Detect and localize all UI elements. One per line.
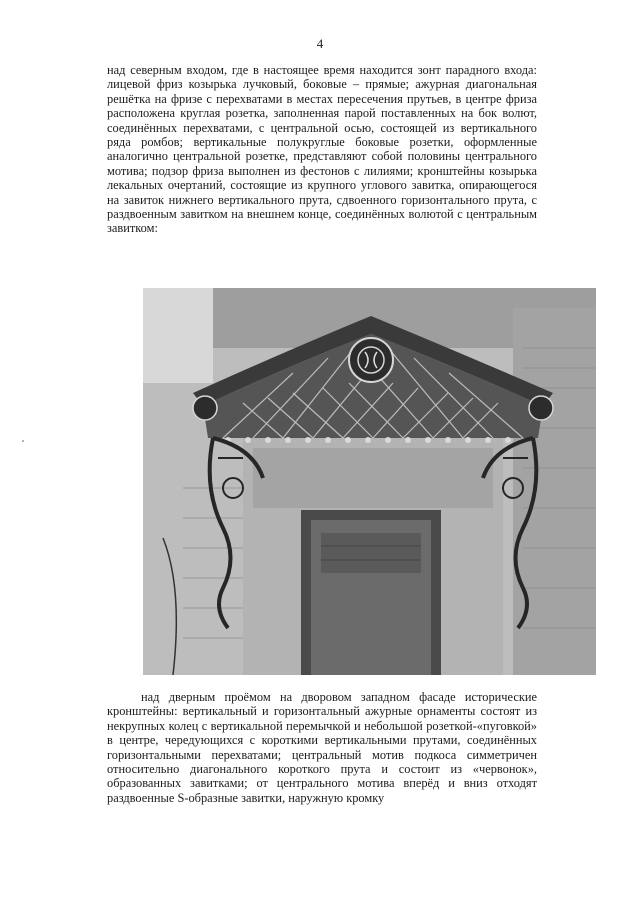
page-number: 4 (316, 36, 324, 51)
paragraph-canopy-description: над северным входом, где в настоящее время находится зонт парадного входа: лицевой фриз козырька лучковый, боковые – прямые; ажурная диагональная решётка на фризе с перехватами в местах пересечения прутьев, в центре фриза расположена круглая розетка, заполненная парой поставленных на бок волют, соединённых перехватами, с центральной осью, состоящей из вертикального ряда ромбов; вертикальные полукруглые боковые розетки, оформленные аналогично центральной розетке, представляют собой половины центрального мотива; подзор фриза выполнен из фестонов с лилиями; кронштейны козырька лекальных очертаний, состоящие из крупного углового завитка, опирающегося на завиток нижнего вертикального прута, сдвоенного горизонтального прута, с раздвоенным завитком на внешнем конце, соединённых волютой с центральным завитком: (107, 63, 537, 236)
scan-speck (22, 440, 24, 442)
paragraph-bracket-description: над дверным проёмом на дворовом западном фасаде исторические кронштейны: вертикальный и горизонтальный ажурные орнаменты состоят из некрупных колец с вертикальной перемычкой и небольшой розеткой-«пуговкой» в центре, чередующихся с короткими вертикальными прутами, соединённых горизонтальными перехватами; центральный мотив подкоса симметричен относительно диагонального короткого прута и состоит из «червонок», образованных завитками; от центрального мотива вперёд и вниз отходят раздвоенные S-образные завитки, наружную кромку (107, 690, 537, 805)
canopy-photo (143, 288, 596, 675)
